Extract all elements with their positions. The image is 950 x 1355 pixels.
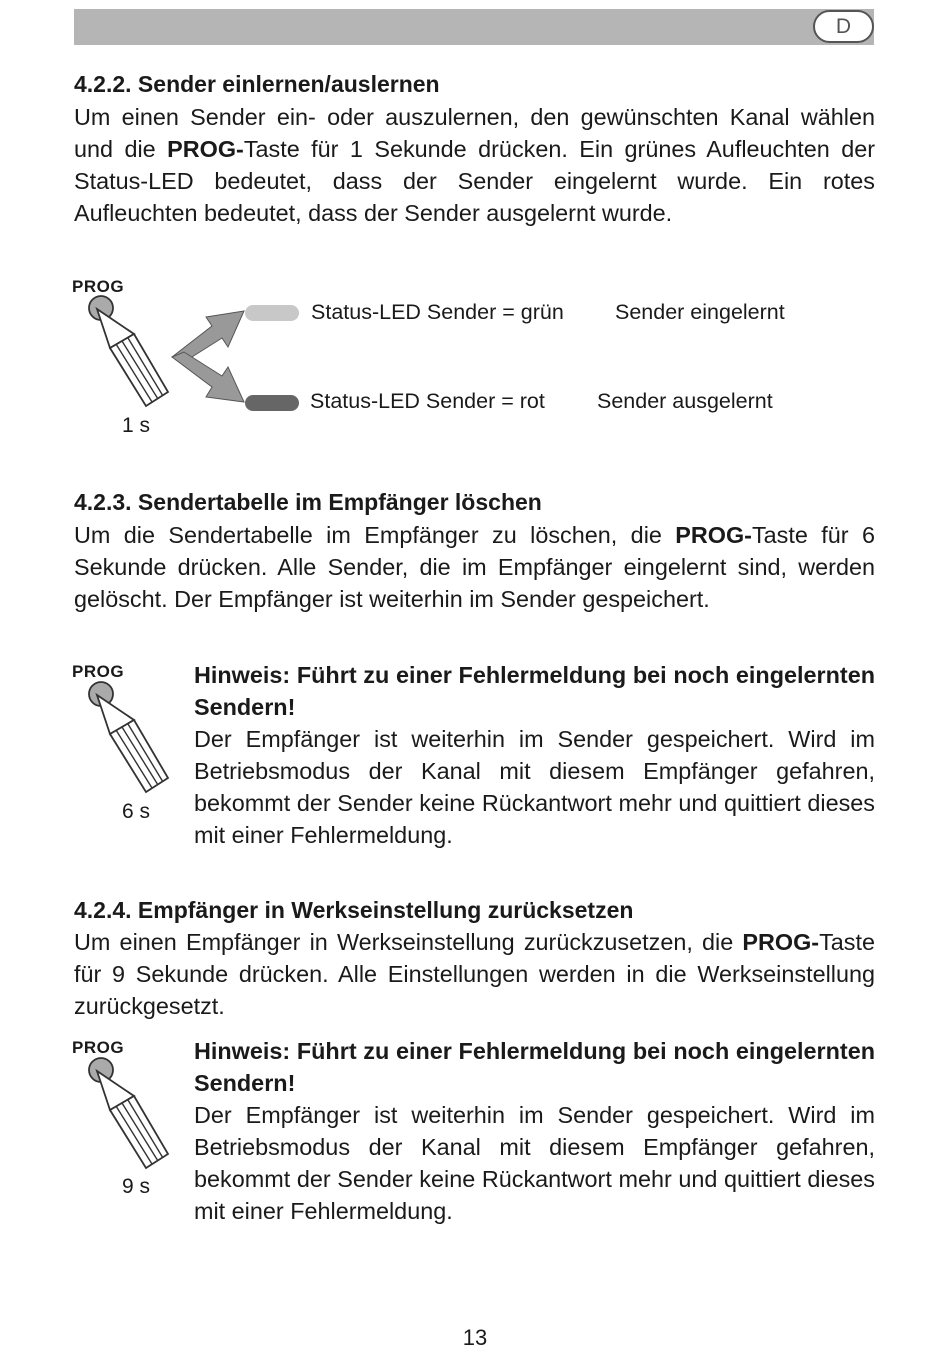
duration-label: 1 s: [122, 414, 151, 437]
duration-label: 9 s: [122, 1175, 151, 1198]
paragraph-text: Um die Sendertabelle im Empfänger zu löschen, die: [74, 522, 676, 548]
branch-arrows-icon: [168, 305, 248, 405]
paragraph-text: Taste für 9 Sekunde drücken. Alle Einstellungen werden in die Werkseinstellung zurückgesetzt.: [74, 929, 875, 1019]
header-bar: [74, 9, 874, 45]
duration-label: 6 s: [122, 800, 151, 823]
prog-label: PROG: [72, 277, 125, 296]
language-badge: D: [813, 10, 874, 43]
section-424-note: [194, 1035, 875, 1227]
section-423-note: [194, 659, 875, 851]
section-424-heading: 4.2.4. Empfänger in Werkseinstellung zurücksetzen: [74, 897, 634, 923]
prog-key-text: PROG-: [742, 929, 820, 955]
section-422-heading: 4.2.2. Sender einlernen/auslernen: [74, 71, 440, 97]
led-green-result: Sender eingelernt: [615, 300, 785, 324]
section-422-paragraph: [74, 101, 875, 229]
pencil-press-icon: [84, 1054, 174, 1176]
led-red-label: Status-LED Sender = rot: [310, 389, 545, 413]
section-423-heading: 4.2.3. Sendertabelle im Empfänger löschen: [74, 489, 542, 515]
led-green-indicator: [245, 305, 299, 321]
pencil-press-icon: [84, 678, 174, 800]
note-text: Der Empfänger ist weiterhin im Sender gespeichert. Wird im Betriebsmodus der Kanal mit diesem Empfänger gefahren, bekommt der Sender keine Rückantwort mehr und quittiert dieses mit einer Fehlermeldung.: [194, 1102, 875, 1224]
section-424-paragraph: [74, 926, 875, 1022]
paragraph-text: Um einen Empfänger in Werkseinstellung zurückzusetzen, die: [74, 929, 743, 955]
note-text: Der Empfänger ist weiterhin im Sender gespeichert. Wird im Betriebsmodus der Kanal mit diesem Empfänger gefahren, bekommt der Sender keine Rückantwort mehr und quittiert dieses mit einer Fehlermeldung.: [194, 726, 875, 848]
prog-key-text: PROG-: [167, 136, 244, 162]
pencil-press-icon: [84, 292, 174, 414]
section-423-paragraph: [74, 519, 875, 615]
paragraph-text: Um einen Sender ein- oder auszulernen, den gewünschten Kanal wählen und die: [74, 104, 875, 162]
prog-label: PROG: [72, 662, 125, 681]
page-number: 13: [462, 1325, 488, 1350]
led-red-result: Sender ausgelernt: [597, 389, 773, 413]
paragraph-text: Taste für 1 Sekunde drücken. Ein grünes Aufleuchten der Status-LED bedeutet, dass der Sender eingelernt wurde. Ein rotes Aufleuchten bedeutet, dass der Sender ausgelernt wurde.: [74, 136, 876, 226]
led-green-label: Status-LED Sender = grün: [311, 300, 564, 324]
note-title: Hinweis: Führt zu einer Fehlermeldung bei noch eingelernten Sendern!: [194, 1038, 875, 1096]
led-red-indicator: [245, 395, 299, 411]
note-title: Hinweis: Führt zu einer Fehlermeldung bei noch eingelernten Sendern!: [194, 662, 875, 720]
paragraph-text: Taste für 6 Sekunde drücken. Alle Sender, die im Empfänger eingelernt sind, werden gelöscht. Der Empfänger ist weiterhin im Sender gespeichert.: [74, 522, 875, 612]
prog-key-text: PROG-: [675, 522, 752, 548]
prog-label: PROG: [72, 1038, 125, 1057]
